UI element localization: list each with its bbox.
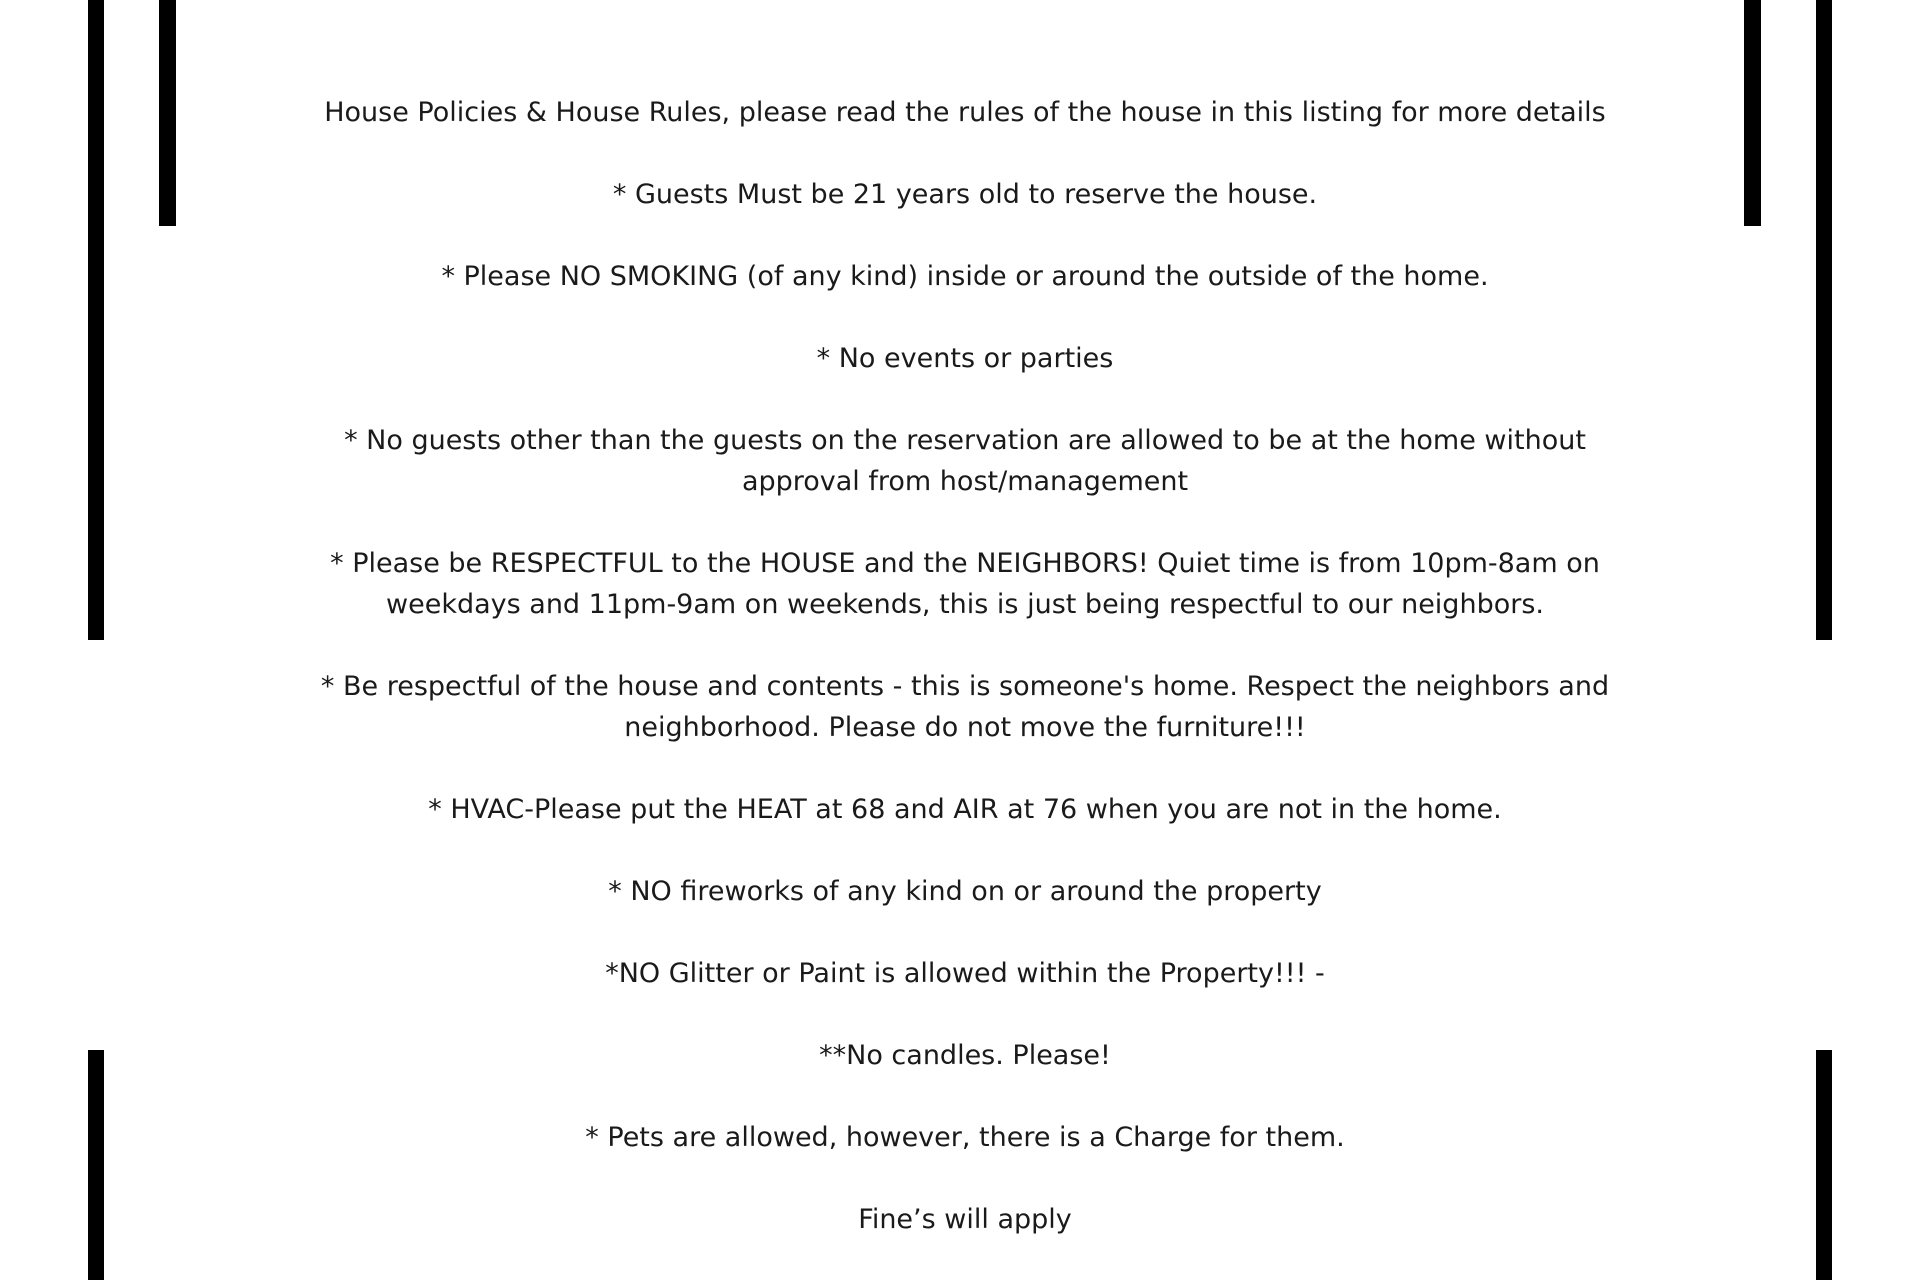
decorative-bar-outer-bottom-right: [1816, 1050, 1832, 1280]
rule-pets: * Pets are allowed, however, there is a Charge for them.: [585, 1122, 1345, 1153]
decorative-bar-outer-top-left: [88, 0, 104, 640]
rule-no-smoking: * Please NO SMOKING (of any kind) inside or around the outside of the home.: [441, 261, 1489, 292]
rule-no-fireworks: * NO fireworks of any kind on or around the property: [608, 876, 1322, 907]
rule-no-events: * No events or parties: [816, 343, 1114, 374]
house-rules-document: [290, 92, 1640, 1240]
rule-respect-house: * Be respectful of the house and contents - this is someone's home. Respect the neighbors and neighborhood. Please do not move the furniture!!!: [320, 671, 1610, 743]
decorative-bar-inner-top-right: [1744, 0, 1761, 226]
rule-no-candles: **No candles. Please!: [819, 1040, 1111, 1071]
rules-closing: Fine’s will apply: [858, 1204, 1072, 1235]
rule-hvac: * HVAC-Please put the HEAT at 68 and AIR at 76 when you are not in the home.: [428, 794, 1502, 825]
decorative-bar-outer-bottom-left: [88, 1050, 104, 1280]
rule-minimum-age: * Guests Must be 21 years old to reserve the house.: [612, 179, 1318, 210]
rule-no-extra-guests: * No guests other than the guests on the reservation are allowed to be at the home without approval from host/management: [344, 425, 1586, 497]
decorative-bar-inner-top-left: [159, 0, 176, 226]
rules-intro: House Policies & House Rules, please read the rules of the house in this listing for more details: [324, 97, 1606, 128]
rule-quiet-time: * Please be RESPECTFUL to the HOUSE and the NEIGHBORS! Quiet time is from 10pm-8am on weekdays and 11pm-9am on weekends, this is just being respectful to our neighbors.: [330, 548, 1600, 620]
decorative-bar-outer-top-right: [1816, 0, 1832, 640]
rule-no-glitter-paint: *NO Glitter or Paint is allowed within the Property!!! -: [605, 958, 1325, 989]
